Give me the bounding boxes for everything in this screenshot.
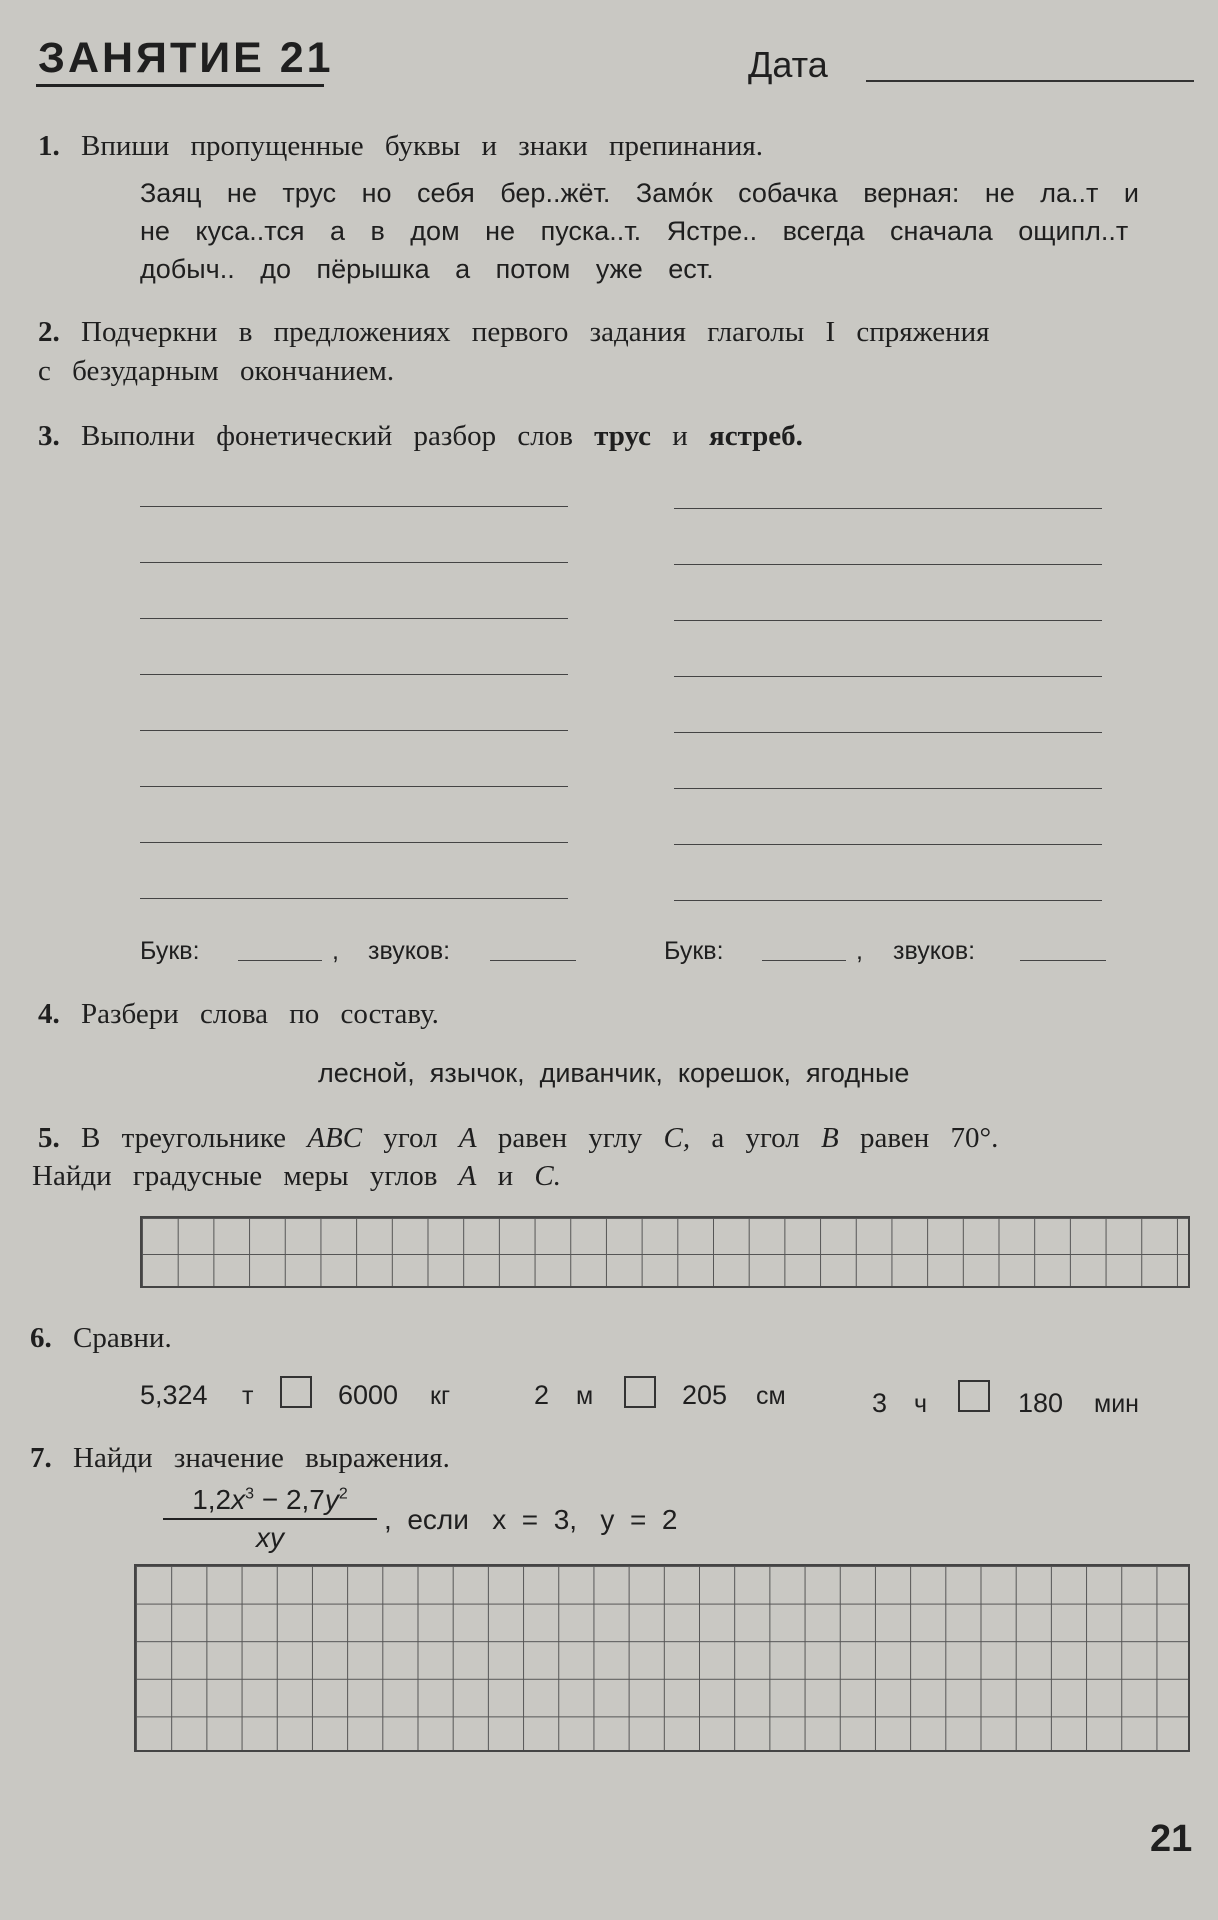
task6-prompt: Сравни. [73,1322,172,1354]
comma: , [332,937,339,965]
task7-prompt: Найди значение выражения. [73,1442,450,1474]
task6-number: 6. [30,1322,52,1354]
answer-line[interactable] [140,786,568,787]
fraction-numerator [160,1484,380,1516]
task3-heading [38,420,803,453]
task3-word1: трус [594,420,651,452]
letters-count-field-2[interactable] [762,960,846,961]
task1-line: Заяц не трус но себя бер..жёт. Замо́к собачка верная: не ла..т и [140,178,1139,208]
compare-right-value: 6000 [338,1380,399,1410]
comma: , [856,937,863,965]
task5-number: 5. [38,1122,60,1154]
angle-b: B [820,1122,839,1154]
answer-line[interactable] [674,564,1102,565]
task2-line2: с безударным окончанием. [38,355,395,387]
compare-left-value: 5,324 [140,1380,208,1410]
task1-heading [38,130,763,163]
compare-box[interactable] [624,1376,656,1408]
compare-box[interactable] [280,1376,312,1408]
answer-line[interactable] [140,506,568,507]
sounds-count-field-1[interactable] [490,960,576,961]
task4-prompt: Разбери слова по составу. [81,998,439,1030]
task5-text: а угол [711,1122,800,1154]
sounds-label-1: звуков: [368,937,451,965]
var-x: x [231,1484,246,1515]
task5-text: Найди градусные меры углов [32,1160,438,1192]
exponent: 3 [245,1485,255,1503]
angle-a: A [458,1160,477,1192]
answer-line[interactable] [140,674,568,675]
task2-text [38,316,1198,388]
task3-word2: ястреб. [709,420,803,452]
answer-line[interactable] [140,842,568,843]
compare-left-unit: ч [914,1390,928,1418]
task4-words: лесной, язычок, диванчик, корешок, ягодные [318,1058,910,1088]
task5-text: угол [383,1122,438,1154]
triangle-label: ABC [307,1122,363,1154]
title-underline [36,84,324,87]
compare-right-unit: см [756,1382,786,1410]
task4-heading [38,998,439,1031]
letters-label-2: Букв: [664,937,724,965]
answer-line[interactable] [140,618,568,619]
task5-text: равен 70°. [859,1122,999,1154]
answer-grid-task7[interactable] [134,1564,1190,1752]
letters-label-1: Букв: [140,937,200,965]
angle-c: C. [534,1160,562,1192]
fraction-denominator: xy [256,1522,284,1553]
sounds-count-field-2[interactable] [1020,960,1106,961]
task7-number: 7. [30,1442,52,1474]
date-field[interactable] [866,80,1194,82]
coef: − 2,7 [254,1484,325,1515]
task5-line1 [38,1122,1203,1155]
answer-grid-task5[interactable] [140,1216,1190,1288]
angle-c: C, [663,1122,691,1154]
task5-line2 [32,1160,561,1193]
task3-prompt: Выполни фонетический разбор слов [81,420,573,452]
task5-text: В треугольнике [81,1122,287,1154]
fraction-bar [163,1518,377,1520]
compare-right-unit: кг [430,1382,451,1410]
lesson-title: ЗАНЯТИЕ 21 [38,34,334,82]
answer-line[interactable] [140,730,568,731]
answer-line[interactable] [674,508,1102,509]
task1-prompt: Впиши пропущенные буквы и знаки препинания. [81,130,763,162]
fraction-expression [160,1484,380,1554]
task3-conj: и [672,420,688,452]
task4-number: 4. [38,998,60,1030]
task5-text: и [497,1160,514,1192]
task1-line: добыч.. до пёрышка а потом уже ест. [140,254,714,284]
task7-heading [30,1442,450,1475]
task3-number: 3. [38,420,60,452]
var-y: y [324,1484,339,1515]
angle-a: A [458,1122,477,1154]
answer-line[interactable] [674,900,1102,901]
compare-left-unit: м [576,1382,594,1410]
expression-condition: , если x = 3, y = 2 [384,1504,678,1535]
compare-right-unit: мин [1094,1390,1139,1418]
sounds-label-2: звуков: [893,937,976,965]
letters-count-field-1[interactable] [238,960,322,961]
answer-line[interactable] [674,844,1102,845]
answer-line[interactable] [140,898,568,899]
exponent: 2 [338,1485,348,1503]
answer-line[interactable] [674,676,1102,677]
compare-left-value: 3 [872,1388,888,1418]
answer-line[interactable] [674,620,1102,621]
coef: 1,2 [192,1484,232,1515]
task1-line: не куса..тся а в дом не пуска..т. Ястре.. всегда сначала ощипл..т [140,216,1129,246]
answer-line[interactable] [674,732,1102,733]
task5-text: равен углу [497,1122,643,1154]
compare-left-value: 2 [534,1380,550,1410]
compare-right-value: 205 [682,1380,728,1410]
task1-number: 1. [38,130,60,162]
date-label: Дата [748,44,828,85]
task2-line1: Подчеркни в предложениях первого задания глаголы I спряжения [81,316,990,348]
compare-left-unit: т [242,1382,254,1410]
task2-number: 2. [38,316,60,348]
page-number: 21 [1150,1818,1193,1860]
answer-line[interactable] [140,562,568,563]
compare-right-value: 180 [1018,1388,1064,1418]
task6-heading [30,1322,172,1355]
task1-text [140,174,1200,288]
answer-line[interactable] [674,788,1102,789]
compare-box[interactable] [958,1380,990,1412]
